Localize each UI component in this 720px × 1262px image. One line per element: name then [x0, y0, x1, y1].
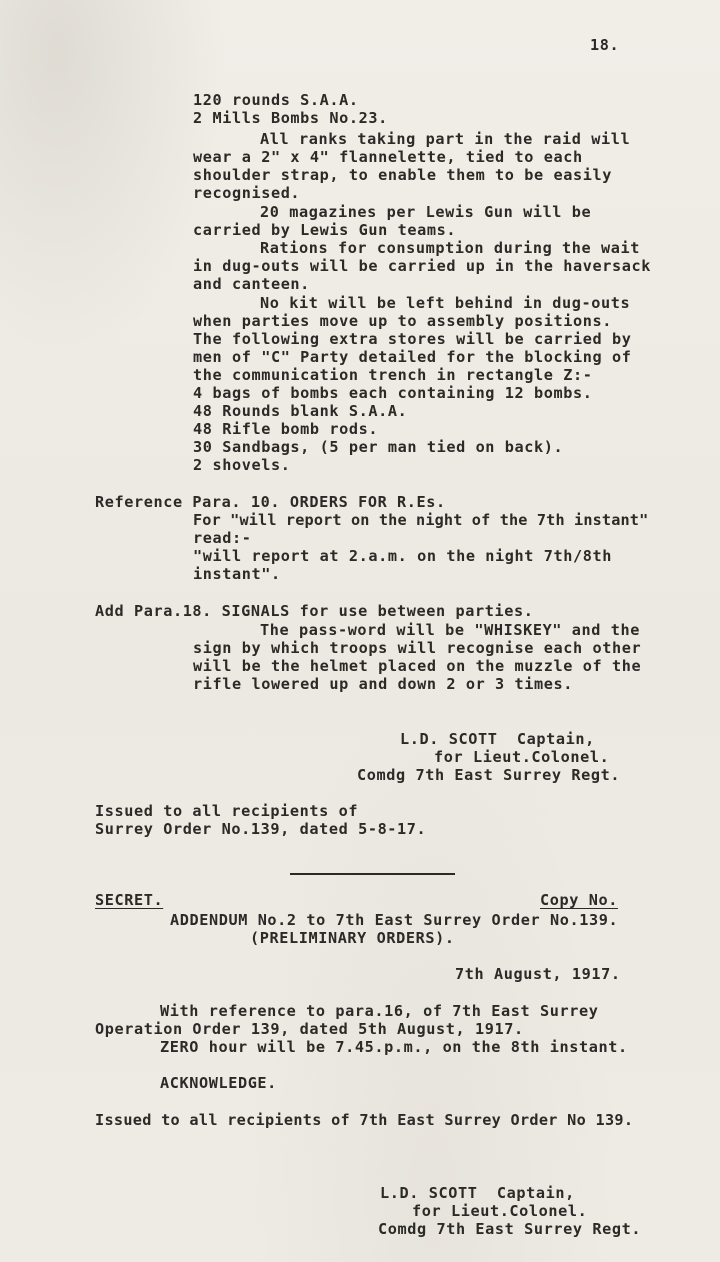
- body-line: 48 Rifle bomb rods.: [193, 420, 379, 438]
- body-line: 20 magazines per Lewis Gun will be: [260, 203, 592, 221]
- body-line: Add Para.18. SIGNALS for use between parties.: [95, 602, 534, 620]
- separator-rule: [290, 873, 455, 875]
- issued-line: Surrey Order No.139, dated 5-8-17.: [95, 820, 427, 838]
- body-line: The following extra stores will be carried by: [193, 330, 632, 348]
- page-number: 18.: [590, 36, 620, 54]
- addendum-date: 7th August, 1917.: [455, 965, 621, 983]
- signature-unit: Comdg 7th East Surrey Regt.: [357, 766, 621, 784]
- issued-line: Issued to all recipients of 7th East Surrey Order No 139.: [95, 1111, 634, 1129]
- body-line: Operation Order 139, dated 5th August, 1917.: [95, 1020, 524, 1038]
- body-line: 2 Mills Bombs No.23.: [193, 109, 388, 127]
- copy-number: Copy No.: [540, 891, 618, 909]
- body-line: 120 rounds S.A.A.: [193, 91, 359, 109]
- body-line: Rations for consumption during the wait: [260, 239, 641, 257]
- body-line: wear a 2" x 4" flannelette, tied to each: [193, 148, 583, 166]
- body-line: No kit will be left behind in dug-outs: [260, 294, 631, 312]
- body-line: recognised.: [193, 184, 301, 202]
- body-line: With reference to para.16, of 7th East Surrey: [160, 1002, 599, 1020]
- body-line: men of "C" Party detailed for the blocking of: [193, 348, 632, 366]
- signature-unit: Comdg 7th East Surrey Regt.: [378, 1220, 642, 1238]
- body-line: shoulder strap, to enable them to be easily: [193, 166, 612, 184]
- body-line: 30 Sandbags, (5 per man tied on back).: [193, 438, 564, 456]
- body-line: sign by which troops will recognise each other: [193, 639, 642, 657]
- signature-title: for Lieut.Colonel.: [434, 748, 610, 766]
- body-line: in dug-outs will be carried up in the haversack: [193, 257, 651, 275]
- body-line: All ranks taking part in the raid will: [260, 130, 631, 148]
- body-line: will be the helmet placed on the muzzle of the: [193, 657, 642, 675]
- body-line: Reference Para. 10. ORDERS FOR R.Es.: [95, 493, 446, 511]
- body-line: carried by Lewis Gun teams.: [193, 221, 457, 239]
- signature-name: L.D. SCOTT Captain,: [380, 1184, 575, 1202]
- body-line: ZERO hour will be 7.45.p.m., on the 8th instant.: [160, 1038, 628, 1056]
- body-line: For "will report on the night of the 7th instant": [193, 511, 649, 529]
- signature-name: L.D. SCOTT Captain,: [400, 730, 595, 748]
- body-line: 2 shovels.: [193, 456, 291, 474]
- body-line: read:-: [193, 529, 252, 547]
- body-line: rifle lowered up and down 2 or 3 times.: [193, 675, 574, 693]
- body-line: when parties move up to assembly positions.: [193, 312, 612, 330]
- body-line: the communication trench in rectangle Z:-: [193, 366, 593, 384]
- body-line: The pass-word will be "WHISKEY" and the: [260, 621, 641, 639]
- addendum-title: ADDENDUM No.2 to 7th East Surrey Order No.139.: [170, 911, 619, 929]
- body-line: 4 bags of bombs each containing 12 bombs.: [193, 384, 593, 402]
- issued-line: Issued to all recipients of: [95, 802, 359, 820]
- secret-heading: SECRET.: [95, 891, 164, 909]
- body-line: and canteen.: [193, 275, 310, 293]
- body-line: 48 Rounds blank S.A.A.: [193, 402, 408, 420]
- acknowledge: ACKNOWLEDGE.: [160, 1074, 277, 1092]
- signature-title: for Lieut.Colonel.: [412, 1202, 588, 1220]
- body-line: instant".: [193, 565, 281, 583]
- addendum-subtitle: (PRELIMINARY ORDERS).: [250, 929, 455, 947]
- body-line: "will report at 2.a.m. on the night 7th/8th: [193, 547, 612, 565]
